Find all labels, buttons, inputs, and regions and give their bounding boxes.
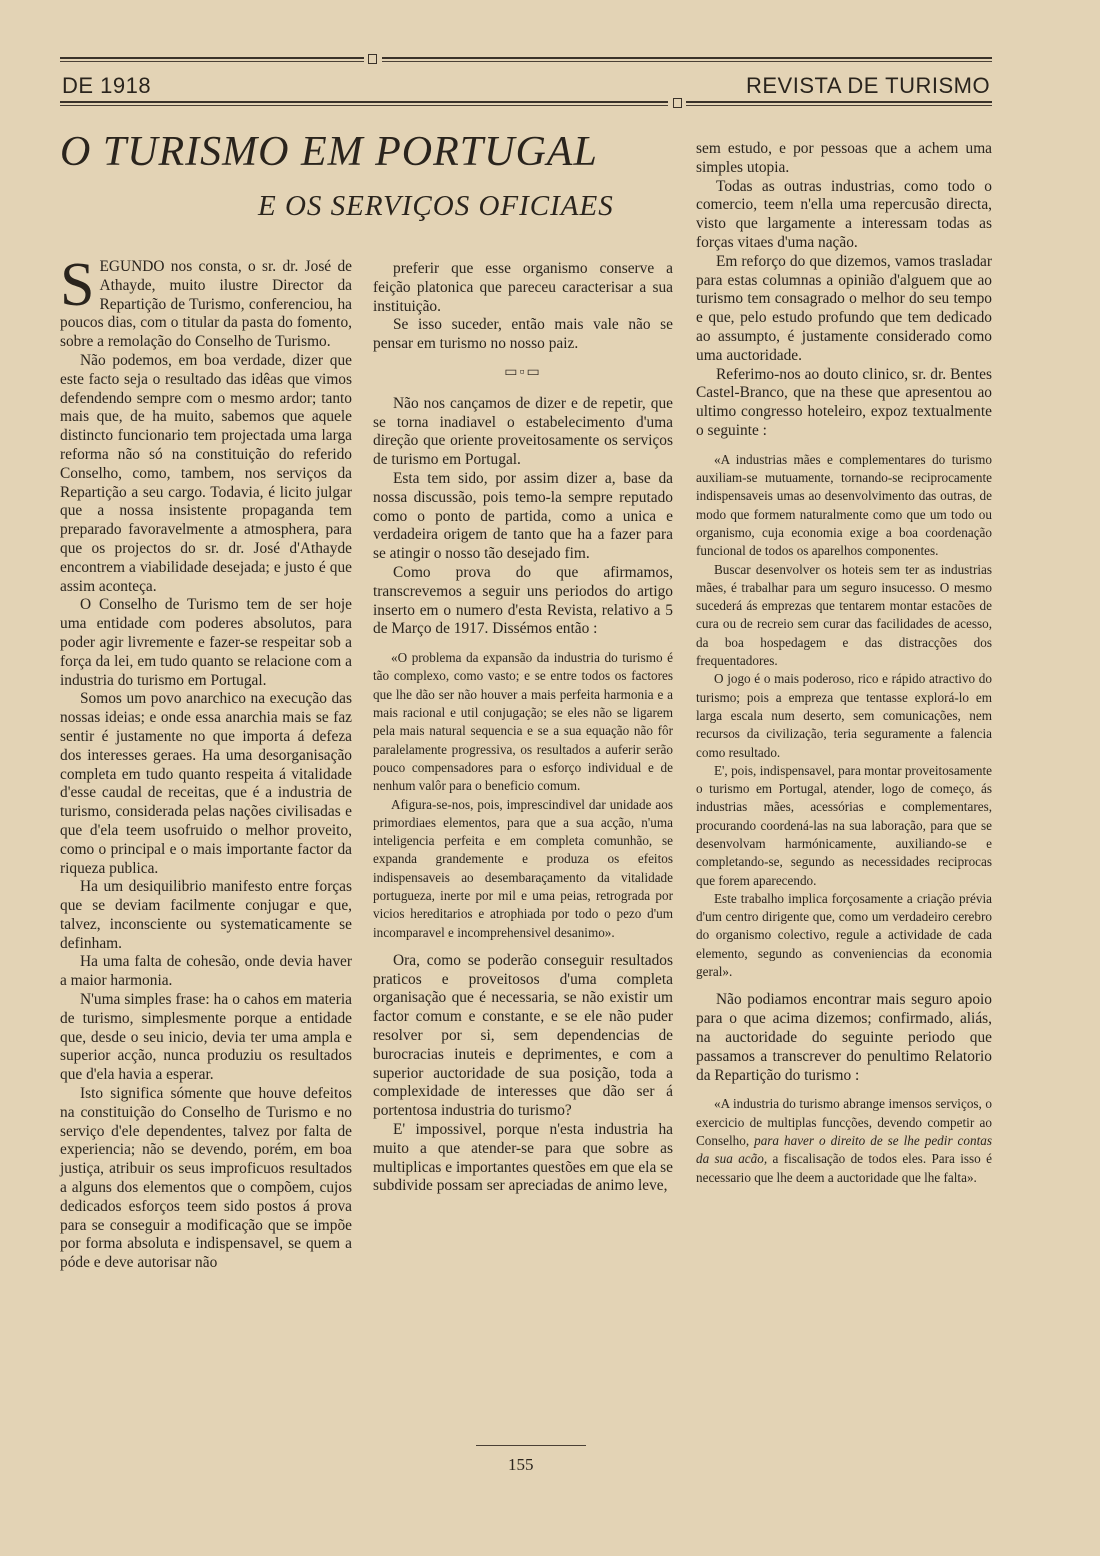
spacer (696, 1085, 992, 1095)
col1-paragraph-2: Não podemos, em boa verdade, dizer que este facto seja o resultado das idêas que vimos defendendo sempre com o mesmo ardor; tanto mais que, de ha muito, sabemos que aquele distincto funcionario tem projectada uma larga reforma não só na constituição do referido Conselho, como, tambem, nos serviços da Repartição a seu cargo. Todavia, é licito julgar que a nossa insistente propaganda tem preparado favoravelmente a atmosphera, para que os projectos do sr. dr. José d'Athayde encontrem a viabilidade desejada; e justo é que assim aconteça. (60, 351, 352, 595)
col1-paragraph-4: Somos um povo anarchico na execução das nossas ideias; e onde essa anarchia mais se faz sentir é justamente no que importa á defeza dos interesses geraes. Ha uma desorganisação completa em tudo quanto respeita á vitalidade d'esse caudal de receitas, que é a industria de turismo, considerada pelas nações civilisadas e que d'ela teem usofruido o melhor proveito, como o principal e o mais importante factor da riqueza publica. (60, 690, 352, 877)
col2-paragraph-4: Esta tem sido, por assim dizer a, base da nossa discussão, pois temo-la sempre reputado como o ponto de partida, como a unica e verdadeira origem de tanto que ha a fazer para se atingir o nosso tão desejado fim. (373, 469, 673, 563)
quote6-text-b: a fiscalisação de todos eles. Para isso é necessario que lhe deem a auctoridade que lhe falta». (696, 1151, 992, 1185)
col3-paragraph-3: Em reforço do que dizemos, vamos trasladar para estas columnas a opinião d'alguem que ao turismo tem consagrado o melhor do seu tempo e que, pelo estudo profundo que tem dedicado ao assumpto, é justamente considerado como uma auctoridade. (696, 252, 992, 364)
col2-paragraph-6: Ora, como se poderão conseguir resultados praticos e proveitosos d'uma completa organisação que é necessaria, se não existir um factor comum e constante, e se ele não puder resolver por si, sem dependencias de burocracias inuteis e deprimentes, e com a superior auctoridade de sua posição, toda a complexidade de interesses que dão ser á portentosa industria do turismo? (373, 951, 673, 1120)
article-title: O TURISMO EM PORTUGAL (60, 129, 598, 175)
spacer (696, 981, 992, 991)
column-1 (60, 251, 352, 1273)
top-rule-right-thin (382, 61, 992, 62)
col2-quote-paragraph-2: Afigura-se-nos, pois, imprescindivel dar unidade aos primordiaes elementos, para que a sua acção, n'uma inteligencia perfeita e em completa comunhão, se expanda grandemente e produza os efeitos indispensaveis ao desembaraçamento da vitalidade portugueza, inerte por mil e uma peias, retrograda por vicios hereditarios e atrophiada por todo o pezo d'um incomparavel e incomprehensivel desanimo». (373, 796, 673, 940)
col1-paragraph-8: Isto significa sómente que houve defeitos na constituição do Conselho de Turismo e no serviço d'ele dependentes, talvez por falta de experiencia; não se devendo, porém, em boa justiça, atribuir os seus improficuos resultados a alguns dos elementos que o compõem, cujos dedicados esforços teem sido postos á prova para se conseguir a modificação que se impõe por forma absoluta e indispensavel, se quem a póde e deve autorisar não (60, 1085, 352, 1272)
col3-quote-paragraph-6 (696, 1095, 992, 1186)
spacer (373, 639, 673, 649)
col3-quote-paragraph-3: O jogo é o mais poderoso, rico e rápido atractivo do turismo; pois a empreza que tentasse explorá-lo em larga escala num deserto, sem comunicações, nem recursos da civilização, teria seguramente a falencia como resultado. (696, 671, 992, 760)
top-rule-left (60, 57, 364, 59)
col3-paragraph-2: Todas as outras industrias, como todo o comercio, teem n'ella uma repercusão directa, visto que largamente a interessam todas as forças vitaes d'uma nação. (696, 177, 992, 251)
top-rule-right (382, 57, 992, 59)
col3-paragraph-1: sem estudo, e por pessoas que a achem uma simples utopia. (696, 140, 992, 176)
col3-quote-1 (696, 451, 992, 982)
top-rule-ornament (368, 54, 377, 64)
col1-paragraph-6: Ha uma falta de cohesão, onde devia haver a maior harmonia. (60, 953, 352, 990)
col1-paragraph-7: N'uma simples frase: ha o cahos em materia de turismo, simplesmente porque a entidade que, desde o seu inicio, devia ter uma ampla e superior acção, nunca produziu os resultados que d'ela havia a esperar. (60, 991, 352, 1084)
header-rule-left (60, 101, 668, 103)
header-rule-right (686, 101, 992, 103)
col3-paragraph-4: Referimo-nos ao douto clinico, sr. dr. Bentes Castel-Branco, que na these que apresentou ao ultimo congresso hoteleiro, expoz textualmente o seguinte : (696, 365, 992, 439)
col3-paragraph-5: Não podiamos encontrar mais seguro apoio para o que acima dizemos; confirmado, aliás, na auctoridade do seguinte periodo que passamos a transcrever do penultimo Relatorio da Repartição do turismo : (696, 991, 992, 1084)
header-rule-ornament (673, 98, 682, 108)
col3-quote-paragraph-2: Buscar desenvolver os hoteis sem ter as industrias mães, é trabalhar para um seguro insucesso. O mesmo sucederá ás emprezas que tentarem montar estacões de cura ou de recreio sem curar das facilidades de acesso, da boa hospedagem e das distracções dos frequentadores. (696, 561, 992, 669)
running-header-left: DE 1918 (62, 73, 152, 98)
col2-quote-paragraph-1: «O problema da expansão da industria do turismo é tão complexo, como vasto; e se entre todos os factores que lhe dão ser não houver a mais perfeita harmonia e a mais racional e util conjugação; se eles não se ligarem pela mais natural sequencia e se a sua equação não fôr paralelamente progressiva, os resultados a auferir serão pouco compensadores para o esforço individual e de nenhum valôr para o beneficio comum. (373, 650, 673, 794)
quote6-text-a: «A industria do turismo abrange imensos serviços, o exercicio de multiplas funcções, devendo competir ao Conselho, (696, 1096, 992, 1148)
quote6-italic: para haver o direito de se lhe pedir contas da sua acão, (696, 1132, 992, 1167)
running-header-right: REVISTA DE TURISMO (746, 73, 991, 98)
col3-quote-paragraph-4: E', pois, indispensavel, para montar proveitosamente o turismo em Portugal, atender, logo de começo, ás industrias mães, acessórias e complementares, procurando coordená-las na sua laboração, para que se desenvolvam harmónicamente, auxiliando-se e completando-se, segundo as necessidades reciprocas que forem aparecendo. (696, 762, 992, 888)
col2-quote (373, 649, 673, 942)
column-2 (373, 260, 673, 1196)
section-ornament: ▭▫▭ (504, 364, 542, 380)
header-rule-left-thin (60, 105, 668, 106)
top-rule-left-thin (60, 61, 364, 62)
article-subtitle: E OS SERVIÇOS OFICIAES (258, 190, 614, 222)
col3-quote-2 (696, 1095, 992, 1186)
col2-paragraph-3: Não nos cançamos de dizer e de repetir, que se torna inadiavel o estabelecimento d'uma direção que oriente proveitosamente os serviços de turismo em Portugal. (373, 394, 673, 469)
header-rule-right-thin (686, 105, 992, 106)
drop-cap: S (60, 251, 95, 319)
lead-small-caps: EGUNDO (99, 258, 165, 275)
col1-paragraph-1 (60, 251, 352, 352)
col1-p1-text: nos consta, o sr. dr. José de Athayde, muito ilustre Director da Repartição de Turismo, conferenciou, ha poucos dias, com o titular da pasta do fomento, sobre a remolação do Conselho de Turismo. (60, 258, 352, 351)
spacer (696, 441, 992, 451)
footer-rule (476, 1445, 586, 1446)
column-3 (696, 140, 992, 1187)
col2-paragraph-5: Como prova do que afirmamos, transcrevemos a seguir uns periodos do artigo inserto em o numero d'esta Revista, relativo a 5 de Março de 1917. Dissémos então : (373, 563, 673, 638)
col2-paragraph-7: E' impossivel, porque n'esta industria ha muito a que atender-se para que sobre as multiplicas e importantes questões em que ela se subdivide possam ser apreciadas de animo leve, (373, 1121, 673, 1195)
spacer (373, 942, 673, 952)
col2-paragraph-2: Se isso suceder, então mais vale não se pensar em turismo no nosso paiz. (373, 316, 673, 353)
col3-quote-paragraph-5: Este trabalho implica forçosamente a criação prévia d'um centro dirigente que, como um verdadeiro cerebro do organismo colectivo, regule a actividade de cada elemento, segundo as conveniencias da economia geral». (696, 890, 992, 980)
col3-quote-paragraph-1: «A industrias mães e complementares do turismo auxiliam-se mutuamente, tornando-se reciprocamente indispensaveis umas ao desenvolvimento das outras, de modo que formem naturalmente como que um todo ou organismo, cuja economia exige a boa coordenação funcional de todos os aparelhos componentes. (696, 451, 992, 559)
col1-paragraph-3: O Conselho de Turismo tem de ser hoje uma entidade com poderes absolutos, para poder agir livremente e fazer-se respeitar sob a força da lei, em tudo quanto se relacione com a industria do turismo em Portugal. (60, 596, 352, 689)
col1-paragraph-5: Ha um desiquilibrio manifesto entre forças que se deviam facilmente conjugar e que, talvez, inconsciente ou systematicamente se definham. (60, 878, 352, 952)
col2-paragraph-1: preferir que esse organismo conserve a feição platonica que pareceu caracterisar a sua instituição. (373, 260, 673, 315)
page-number: 155 (508, 1455, 534, 1474)
